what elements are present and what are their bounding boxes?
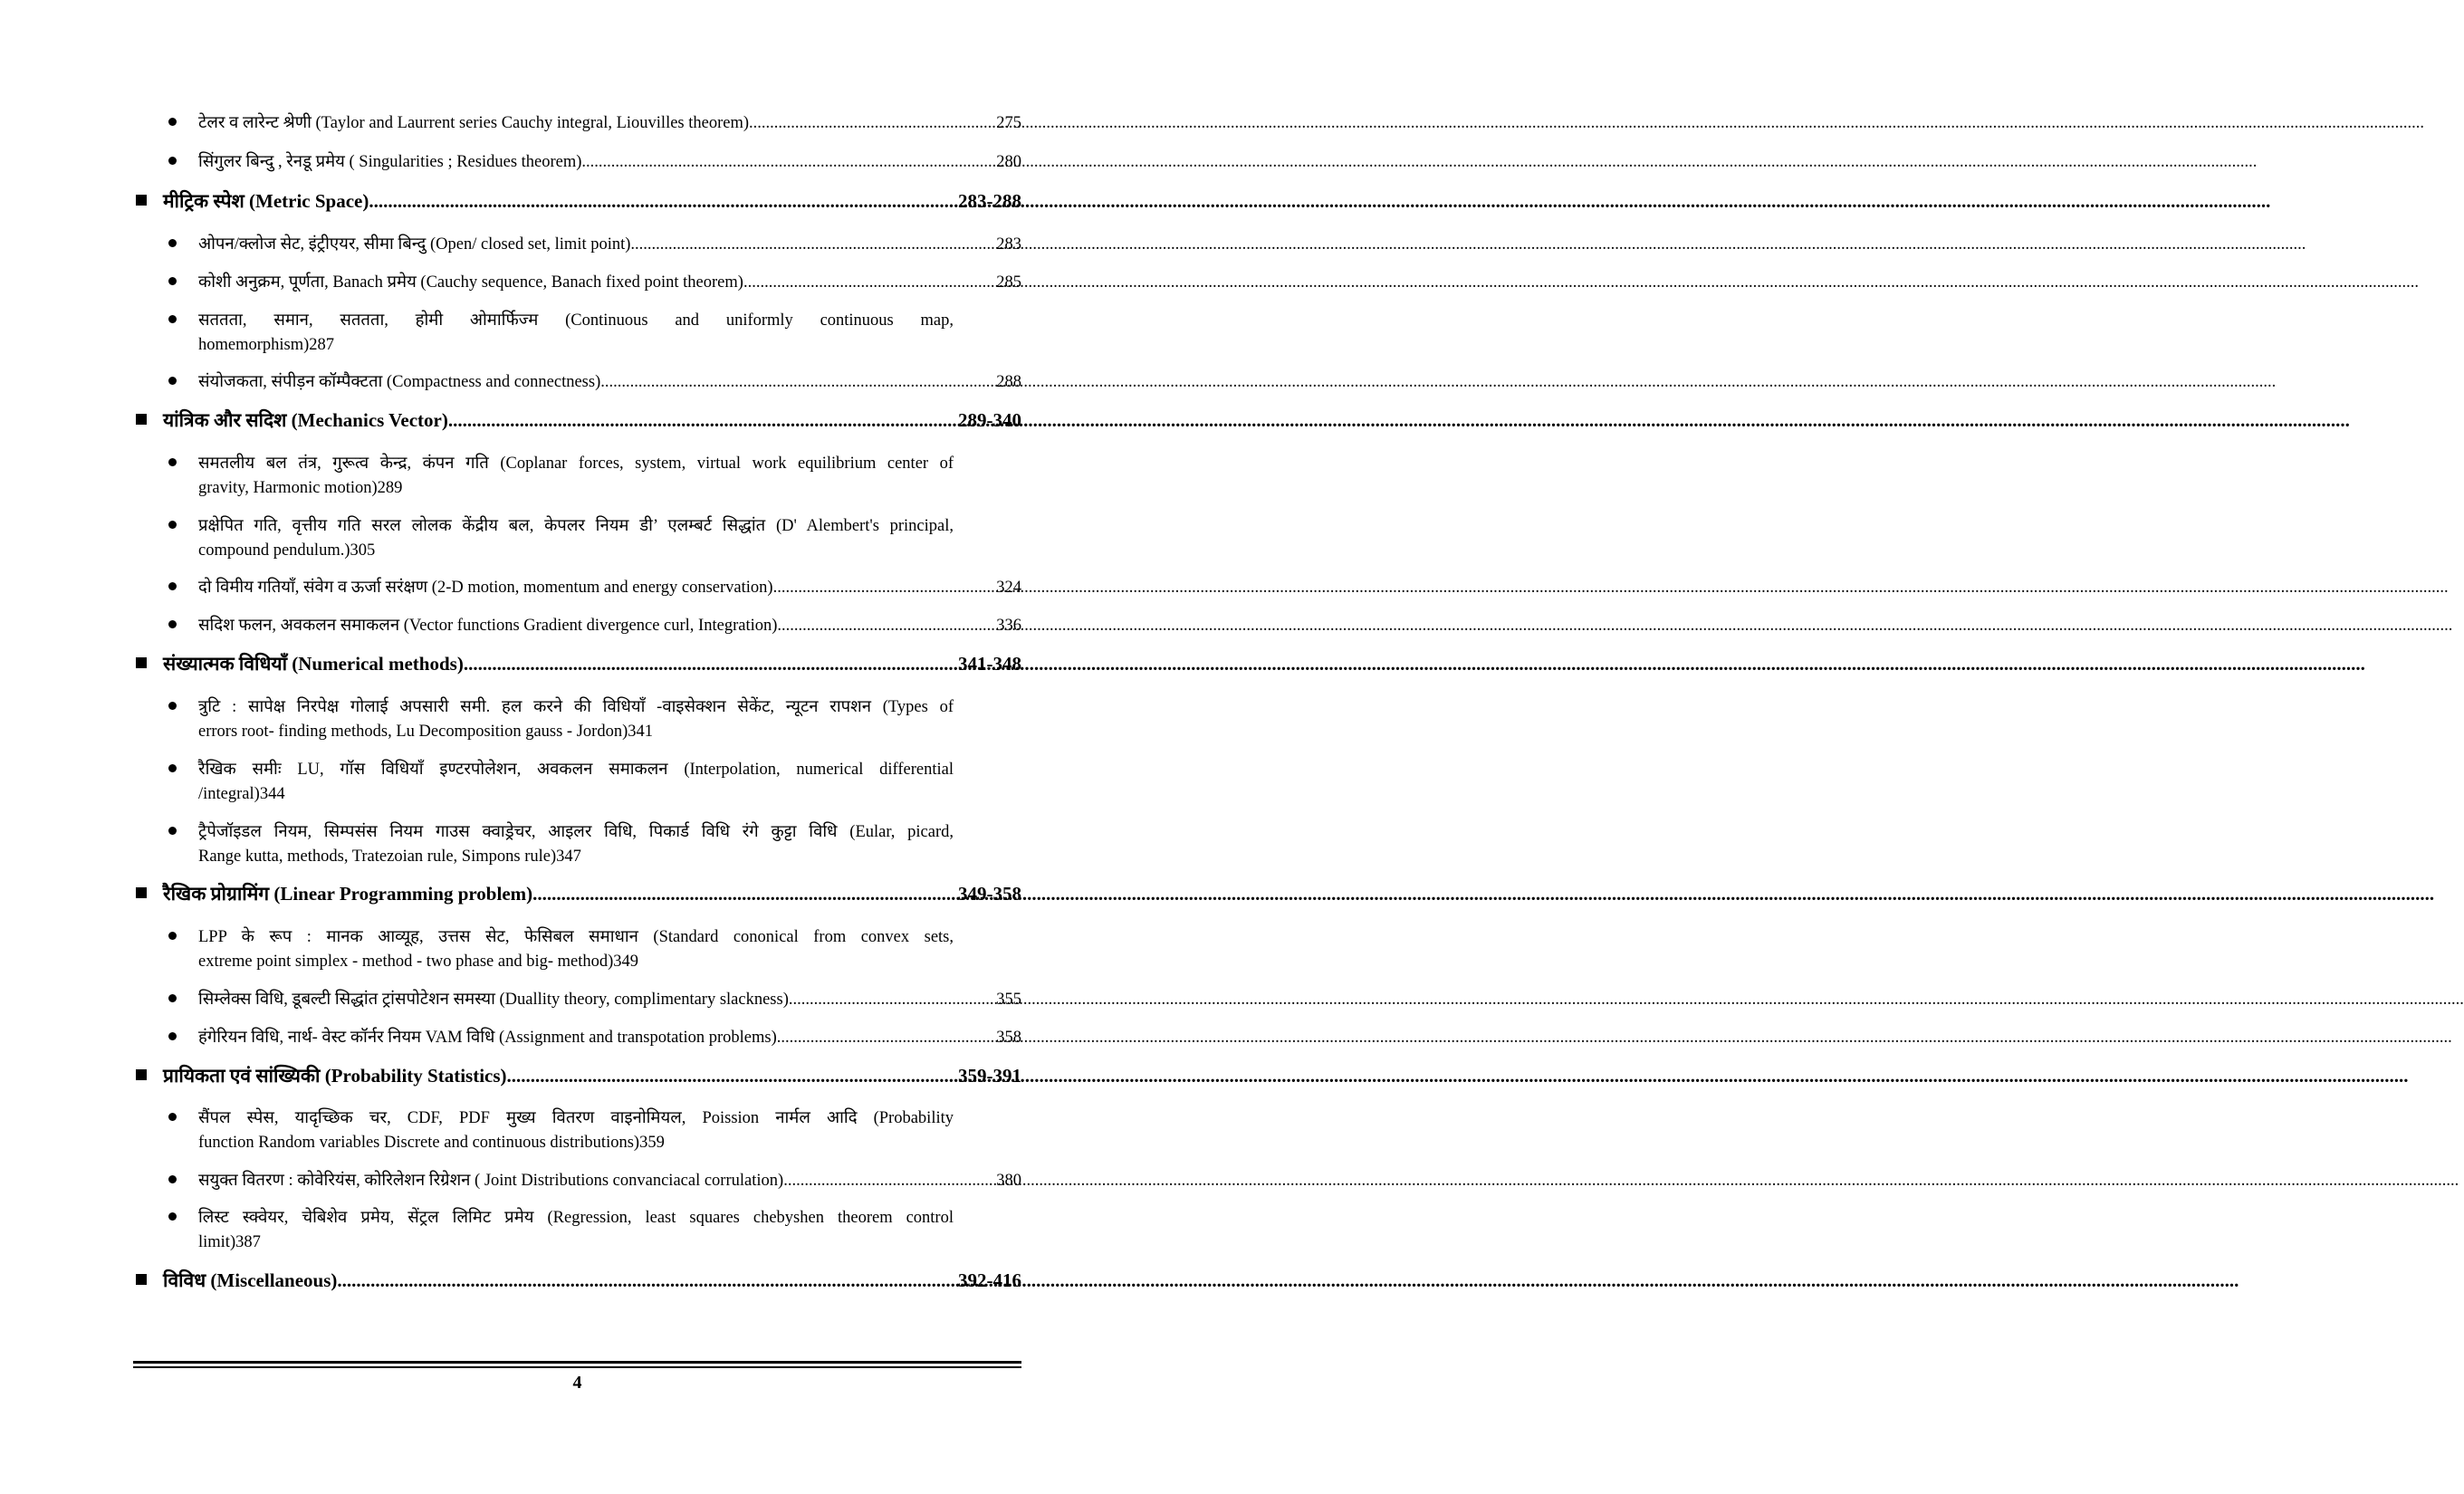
bullet-icon (168, 157, 177, 165)
toc-item-text-line2: Range kutta, methods, Tratezoian rule, Simpons rule) (198, 848, 557, 866)
footer-rule (133, 1361, 1021, 1364)
section-pages: 289-340 (958, 409, 1021, 431)
leader-dots (777, 1029, 996, 1048)
toc-item (168, 575, 1021, 598)
bullet-icon (168, 827, 177, 835)
toc-item-text-line1: रैखिक समीः LU, गॉस विधियाँ इण्टरपोलेशन, अवकलन समाकलन (Interpolation, numerical differential (198, 761, 954, 779)
toc-item-page: 347 (556, 848, 581, 866)
section-pages: 392-416 (958, 1269, 1021, 1291)
toc-item-text-line1: LPP के रूप : मानक आव्यूह, उत्तस सेट, फेसिबल समाधान (Standard cononical from convex sets, (198, 928, 954, 946)
toc-item-text-line2: function Random variables Discrete and continuous distributions) (198, 1134, 640, 1152)
leader-dots (532, 883, 958, 905)
bullet-icon (168, 458, 177, 466)
leader-dots (777, 617, 996, 636)
leader-dots (337, 1269, 958, 1292)
bullet-icon (168, 932, 177, 940)
toc-item (168, 513, 1021, 560)
toc-item-page: 280 (996, 153, 1021, 171)
leader-dots (369, 190, 958, 213)
toc-item-text: सिम्लेक्स विधि, डूबल्टी सिद्धांत ट्रांसपोटेशन समस्या (Duallity theory, complimentary slackness) (198, 991, 789, 1009)
toc-item-page: 358 (996, 1029, 1021, 1047)
toc-item (168, 369, 1021, 392)
leader-dots (783, 1172, 996, 1191)
bullet-icon (168, 377, 177, 385)
toc-item-page: 344 (259, 785, 285, 803)
toc-item-text: सिंगुलर बिन्दु , रेनडू प्रमेय ( Singularities ; Residues theorem) (198, 153, 582, 171)
section-pages: 283-288 (958, 190, 1021, 212)
toc-item-page: 355 (996, 991, 1021, 1009)
toc-item-text: टेलर व लारेन्ट श्रेणी (Taylor and Laurrent series Cauchy integral, Liouvilles theorem) (198, 114, 750, 132)
toc-item-text: सदिश फलन, अवकलन समाकलन (Vector functions Gradient divergence curl, Integration) (198, 617, 778, 635)
section-title: रैखिक प्रोग्रामिंग (Linear Programming problem) (163, 883, 533, 905)
square-bullet-icon (136, 1069, 147, 1080)
toc-item-page: 305 (350, 541, 376, 560)
toc-item (168, 613, 1021, 636)
toc-item-text-line2: extreme point simplex - method - two phase and big- method) (198, 953, 614, 971)
toc-item (168, 110, 1021, 133)
leader-dots (773, 579, 997, 598)
toc-item-text-line1: सततता, समान, सततता, होमी ओमार्फिज्म (Continuous and uniformly continuous map, (198, 311, 954, 330)
leader-dots (743, 273, 996, 292)
toc-item (168, 987, 1021, 1010)
toc-item-page: 336 (996, 617, 1021, 635)
leader-dots (507, 1065, 958, 1087)
toc-item (168, 270, 1021, 292)
toc-item-text-line1: सैंपल स्पेस, यादृच्छिक चर, CDF, PDF मुख्य वितरण वाइनोमियल, Poission नार्मल आदि (Probability (198, 1109, 954, 1127)
toc-item-text: ओपन/क्लोज सेट, इंट्रीएयर, सीमा बिन्दु (Open/ closed set, limit point) (198, 235, 631, 254)
section-heading (136, 651, 1021, 676)
toc-item-page: 349 (613, 953, 639, 971)
bullet-icon (168, 764, 177, 772)
toc-item-text-line1: त्रुटि : सापेक्ष निरपेक्ष गोलाई अपसारी समी. हल करने की विधियाँ -वाइसेक्शन सेकेंट, न्यूटन रापशन (Types of (198, 698, 954, 716)
leader-dots (749, 114, 996, 133)
toc-item (168, 149, 1021, 172)
section-title: यांत्रिक और सदिश (Mechanics Vector) (163, 409, 448, 431)
bullet-icon (168, 994, 177, 1002)
bullet-icon (168, 702, 177, 710)
toc-item-text-line1: ट्रैपेजॉइडल नियम, सिम्पसंस नियम गाउस क्वाड्रेचर, आइलर विधि, पिकार्ड विधि रंगे कुट्टा विधि (Eular, picard, (198, 823, 954, 841)
leader-dots (581, 153, 996, 172)
bullet-icon (168, 277, 177, 285)
toc-item (168, 819, 1021, 867)
footer-rule-thin (133, 1366, 1021, 1368)
toc-item-text: हंगेरियन विधि, नार्थ- वेस्ट कॉर्नर नियम VAM विधि (Assignment and transpotation problems) (198, 1029, 777, 1047)
leader-dots (448, 409, 958, 432)
square-bullet-icon (136, 657, 147, 668)
toc-item-page: 324 (996, 579, 1021, 597)
leader-dots (630, 235, 996, 254)
section-heading (136, 188, 1021, 214)
toc-item (168, 1025, 1021, 1048)
toc-item (168, 757, 1021, 804)
toc-item-text: सयुक्त वितरण : कोवेरियंस, कोरिलेशन रिग्रेशन ( Joint Distributions convanciacal corrulation) (198, 1172, 784, 1190)
bullet-icon (168, 1032, 177, 1040)
toc-item (168, 924, 1021, 972)
bullet-icon (168, 1113, 177, 1121)
toc-item-text-line1: प्रक्षेपित गति, वृत्तीय गति सरल लोलक केंद्रीय बल, केपलर नियम डी’ एलम्बर्ट सिद्धांत (D' Alembert's principal, (198, 517, 954, 535)
square-bullet-icon (136, 195, 147, 206)
bullet-icon (168, 521, 177, 529)
toc-item-page: 359 (639, 1134, 665, 1152)
toc-item-page: 288 (996, 373, 1021, 391)
bullet-icon (168, 239, 177, 247)
bullet-icon (168, 1175, 177, 1183)
toc-item-page: 275 (996, 114, 1021, 132)
toc-item-page: 285 (996, 273, 1021, 292)
leader-dots (789, 991, 996, 1010)
toc-item-page: 289 (377, 479, 403, 497)
bullet-icon (168, 582, 177, 590)
toc-item (168, 1168, 1021, 1191)
toc-item-text-line2: /integral) (198, 785, 260, 803)
toc-item-text: कोशी अनुक्रम, पूर्णता, Banach प्रमेय (Cauchy sequence, Banach fixed point theorem) (198, 273, 743, 292)
section-heading (136, 1063, 1021, 1088)
section-pages: 359-391 (958, 1065, 1021, 1087)
toc-item (168, 1106, 1021, 1153)
toc-item-text: दो विमीय गतियाँ, संवेग व ऊर्जा सरंक्षण (2-D motion, momentum and energy conservation) (198, 579, 773, 597)
toc-item-page: 341 (628, 723, 653, 741)
toc-item (168, 451, 1021, 498)
toc-item-page: 283 (996, 235, 1021, 254)
toc-item-page: 380 (996, 1172, 1021, 1190)
toc-item (168, 1205, 1021, 1252)
toc-item-text-line2: gravity, Harmonic motion) (198, 479, 378, 497)
bullet-icon (168, 315, 177, 323)
square-bullet-icon (136, 1274, 147, 1285)
square-bullet-icon (136, 414, 147, 425)
section-heading (136, 1268, 1021, 1293)
toc-item (168, 308, 1021, 355)
section-pages: 349-358 (958, 883, 1021, 905)
toc-item-text-line1: समतलीय बल तंत्र, गुरूत्व केन्द्र, कंपन गति (Coplanar forces, system, virtual work equilibrium center of (198, 455, 954, 473)
toc-item-page: 287 (309, 336, 335, 354)
toc-item-text-line2: compound pendulum.) (198, 541, 350, 560)
section-title: मीट्रिक स्पेश (Metric Space) (163, 190, 369, 212)
toc-page (0, 0, 1155, 1494)
page-number: 4 (572, 1373, 582, 1393)
toc-item-text-line1: लिस्ट स्क्वेयर, चेबिशेव प्रमेय, सेंट्रल लिमिट प्रमेय (Regression, least squares chebyshen theorem control (198, 1209, 954, 1227)
toc-item-text-line2: homemorphism) (198, 336, 310, 354)
toc-item-text-line2: errors root- finding methods, Lu Decomposition gauss - Jordon) (198, 723, 628, 741)
toc-item (168, 694, 1021, 742)
section-heading (136, 881, 1021, 906)
square-bullet-icon (136, 887, 147, 898)
bullet-icon (168, 118, 177, 126)
toc-item-text: संयोजकता, संपीड़न कॉम्पैक्टता (Compactness and connectness) (198, 373, 601, 391)
leader-dots (464, 653, 958, 675)
section-title: संख्यात्मक विधियाँ (Numerical methods) (163, 653, 464, 675)
section-pages: 341-348 (958, 653, 1021, 675)
section-title: विविध (Miscellaneous) (163, 1269, 338, 1291)
leader-dots (600, 373, 996, 392)
bullet-icon (168, 620, 177, 628)
toc-item (168, 232, 1021, 254)
toc-item-text-line2: limit) (198, 1233, 236, 1251)
section-title: प्रायिकता एवं सांख्यिकी (Probability Statistics) (163, 1065, 507, 1087)
section-heading (136, 407, 1021, 433)
bullet-icon (168, 1212, 177, 1221)
toc-item-page: 387 (235, 1233, 261, 1251)
